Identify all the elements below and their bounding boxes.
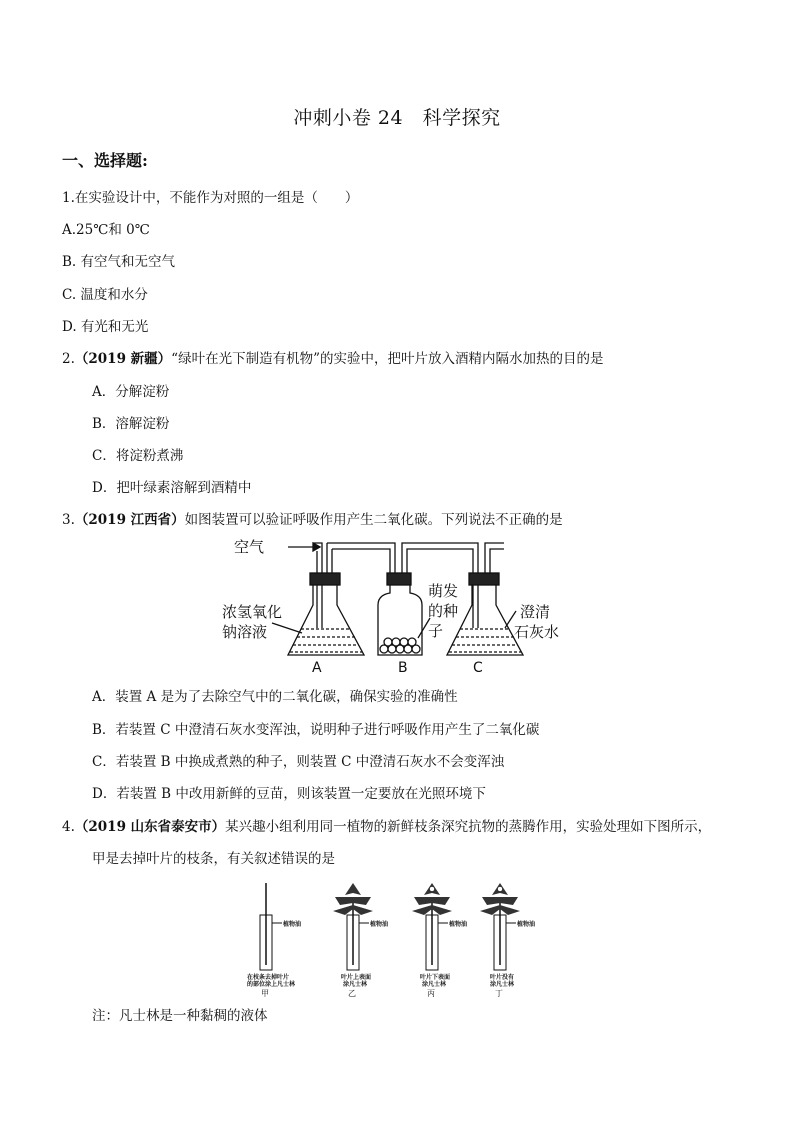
label-a: A bbox=[312, 660, 322, 676]
label-seed-1: 萌发 bbox=[428, 582, 459, 600]
question-4-source: （2019 山东省泰安市） bbox=[74, 819, 226, 835]
label-c: C bbox=[473, 660, 483, 676]
oil-label-bing: 植物油 bbox=[449, 921, 468, 928]
question-2-option-d: D．把叶绿素溶解到酒精中 bbox=[92, 480, 252, 496]
label-lime-2: 石灰水 bbox=[514, 623, 560, 641]
air-inlet-arrowhead bbox=[313, 543, 320, 551]
question-3-option-b: B．若装置 C 中澄清石灰水变浑浊，说明种子进行呼吸作用产生了二氧化碳 bbox=[92, 722, 540, 738]
question-2-stem: “绿叶在光下制造有机物”的实验中，把叶片放入酒精内隔水加热的目的是 bbox=[171, 351, 604, 367]
note-ding-1: 叶片没有 bbox=[490, 974, 515, 981]
note-jia-2: 的部位涂上凡士林 bbox=[247, 981, 296, 988]
bottle-b-stopper bbox=[387, 573, 411, 585]
flask-c-stopper bbox=[469, 573, 499, 585]
question-1-option-d: D. 有光和无光 bbox=[62, 319, 149, 335]
question-4-note: 注：凡士林是一种黏稠的液体 bbox=[92, 1008, 268, 1024]
question-2-option-a: A．分解淀粉 bbox=[92, 384, 170, 400]
question-4-stem-line bbox=[62, 815, 711, 835]
question-1-stem: 1.在实验设计中，不能作为对照的一组是（ ） bbox=[62, 190, 359, 206]
note-jia-1: 在枝条去掉叶片 bbox=[247, 974, 290, 981]
question-3-option-d: D．若装置 B 中改用新鲜的豆苗，则该装置一定要放在光照环境下 bbox=[92, 786, 486, 802]
question-3-option-a: A．装置 A 是为了去除空气中的二氧化碳，确保实验的准确性 bbox=[92, 689, 458, 705]
note-bing-2: 涂凡士林 bbox=[422, 981, 447, 988]
question-2-stem-line bbox=[62, 347, 603, 367]
label-jia: 甲 bbox=[261, 989, 269, 997]
question-3-number: 3. bbox=[62, 512, 75, 528]
note-bing-1: 叶片下表面 bbox=[420, 974, 451, 981]
seeds bbox=[380, 638, 420, 653]
question-1-option-c: C. 温度和水分 bbox=[62, 287, 148, 303]
tube-c-outlet bbox=[485, 543, 504, 573]
oil-label-jia: 植物油 bbox=[283, 921, 302, 928]
note-yi-2: 涂凡士林 bbox=[343, 981, 368, 988]
oil-label-ding: 植物油 bbox=[517, 921, 536, 928]
label-bing: 丙 bbox=[427, 989, 435, 997]
note-ding-2: 涂凡士林 bbox=[490, 981, 515, 988]
question-2-source: （2019 新疆） bbox=[74, 351, 172, 367]
label-seed-2: 的种 bbox=[428, 602, 459, 620]
respiration-apparatus-figure bbox=[220, 533, 580, 678]
question-2-option-c: C．将淀粉煮沸 bbox=[92, 448, 184, 464]
question-3-stem-line bbox=[62, 508, 563, 528]
page-title: 冲刺小卷 24 科学探究 bbox=[293, 107, 501, 129]
question-1-option-a: A.25℃和 0℃ bbox=[62, 222, 150, 238]
question-4-number: 4. bbox=[62, 819, 75, 835]
question-2-option-b: B．溶解淀粉 bbox=[92, 416, 170, 432]
question-1-option-b: B. 有空气和无空气 bbox=[62, 254, 176, 270]
label-ding: 丁 bbox=[495, 989, 503, 997]
transpiration-figure bbox=[245, 875, 545, 997]
label-seed-3: 子 bbox=[428, 622, 444, 640]
label-yi: 乙 bbox=[348, 989, 356, 997]
question-3-source: （2019 江西省） bbox=[74, 512, 185, 528]
question-3-stem: 如图装置可以验证呼吸作用产生二氧化碳。下列说法不正确的是 bbox=[184, 512, 563, 528]
flower-marks bbox=[430, 887, 503, 892]
label-lime-1: 澄清 bbox=[520, 603, 551, 621]
oil-label-yi: 植物油 bbox=[370, 921, 389, 928]
plant-leaves bbox=[333, 883, 520, 915]
label-air: 空气 bbox=[234, 538, 265, 556]
question-4-stem-2: 甲是去掉叶片的枝条，有关叙述错误的是 bbox=[92, 851, 335, 867]
question-3-option-c: C．若装置 B 中换成煮熟的种子，则装置 C 中澄清石灰水不会变浑浊 bbox=[92, 754, 505, 770]
label-b: B bbox=[398, 660, 408, 676]
question-2-number: 2. bbox=[62, 351, 75, 367]
flask-a-stopper bbox=[310, 573, 340, 585]
tube-a-to-b bbox=[327, 543, 395, 573]
label-naoh-1: 浓氢氧化 bbox=[222, 603, 283, 621]
question-4-stem-1: 某兴趣小组利用同一植物的新鲜枝条深究抗物的蒸腾作用，实验处理如下图所示， bbox=[225, 819, 712, 835]
note-yi-1: 叶片上表面 bbox=[341, 974, 372, 981]
section-heading: 一、选择题: bbox=[62, 151, 148, 170]
label-naoh-2: 钠溶液 bbox=[222, 623, 268, 641]
